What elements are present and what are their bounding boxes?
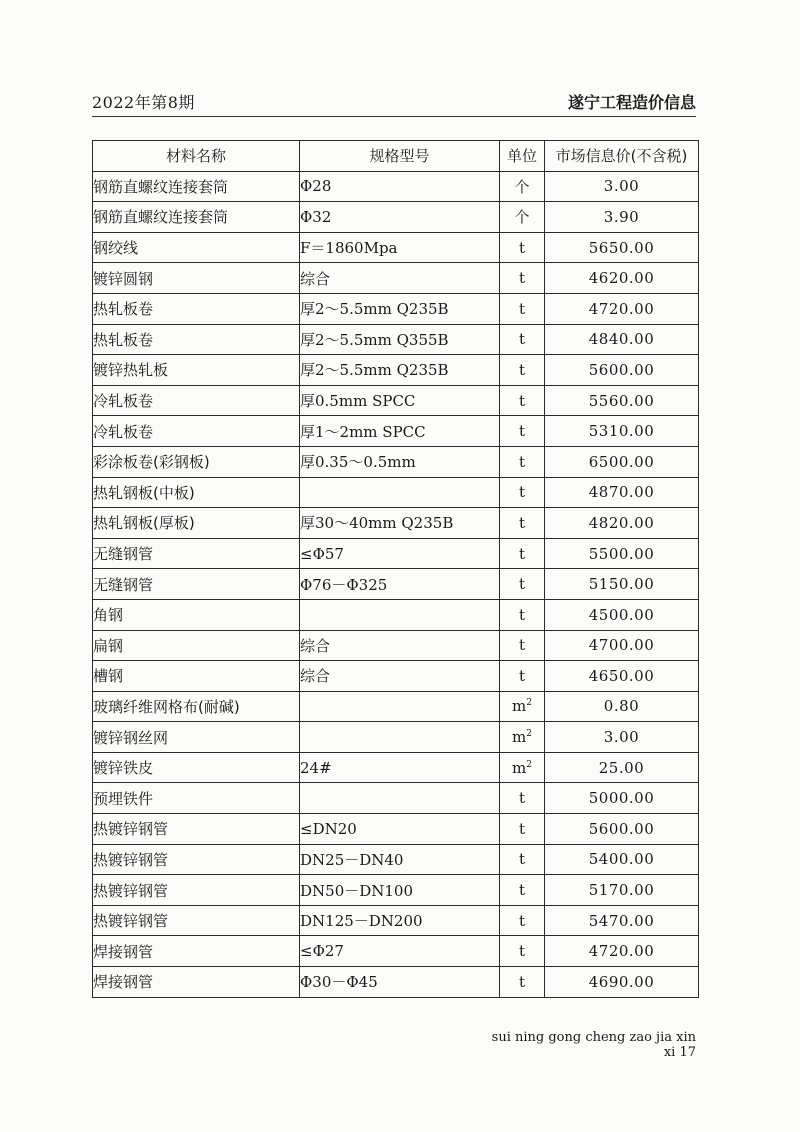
material-name-cell: 钢筋直螺纹连接套筒 <box>93 171 300 202</box>
price-cell: 5560.00 <box>545 385 699 416</box>
page-header <box>92 86 696 114</box>
unit-cell <box>500 508 545 539</box>
table-row <box>93 385 699 416</box>
unit-cell <box>500 385 545 416</box>
table-row <box>93 202 699 233</box>
unit-symbol: t <box>518 299 526 318</box>
table-row <box>93 691 699 722</box>
table-row <box>93 416 699 447</box>
spec-cell: DN50－DN100 <box>300 875 500 906</box>
table-row <box>93 661 699 692</box>
unit-cell <box>500 905 545 936</box>
table-row <box>93 630 699 661</box>
unit-symbol: t <box>518 269 526 288</box>
spec-cell <box>300 477 500 508</box>
material-name-cell: 彩涂板卷(彩钢板) <box>93 446 300 477</box>
spec-cell: 厚2～5.5mm Q235B <box>300 293 500 324</box>
material-name-cell: 镀锌钢丝网 <box>93 722 300 753</box>
spec-cell: 综合 <box>300 630 500 661</box>
unit-symbol: t <box>518 544 526 563</box>
unit-cell <box>500 630 545 661</box>
unit-cell <box>500 232 545 263</box>
unit-cell <box>500 416 545 447</box>
table-row <box>93 967 699 998</box>
spec-cell: ≤Φ27 <box>300 936 500 967</box>
table-row <box>93 783 699 814</box>
price-cell: 6500.00 <box>545 446 699 477</box>
unit-symbol: t <box>518 605 526 624</box>
price-cell: 4720.00 <box>545 936 699 967</box>
price-cell: 5000.00 <box>545 783 699 814</box>
unit-cell <box>500 599 545 630</box>
unit-symbol: t <box>518 483 526 502</box>
price-cell: 4650.00 <box>545 661 699 692</box>
material-name-cell: 玻璃纤维网格布(耐碱) <box>93 691 300 722</box>
price-cell: 4720.00 <box>545 293 699 324</box>
price-cell: 5600.00 <box>545 355 699 386</box>
unit-symbol: t <box>518 666 526 685</box>
material-name-cell: 冷轧板卷 <box>93 385 300 416</box>
spec-cell: 综合 <box>300 661 500 692</box>
spec-cell: ≤Φ57 <box>300 538 500 569</box>
unit-exponent: 2 <box>526 698 532 709</box>
spec-cell: 24# <box>300 752 500 783</box>
unit-exponent: 2 <box>526 729 532 740</box>
table-row <box>93 508 699 539</box>
spec-cell: Φ76－Φ325 <box>300 569 500 600</box>
spec-cell: 厚0.35～0.5mm <box>300 446 500 477</box>
price-cell: 5170.00 <box>545 875 699 906</box>
material-name-cell: 热镀锌钢管 <box>93 875 300 906</box>
unit-cell <box>500 538 545 569</box>
unit-cell <box>500 446 545 477</box>
unit-cell <box>500 752 545 783</box>
spec-cell <box>300 599 500 630</box>
unit-cell <box>500 875 545 906</box>
spec-cell <box>300 722 500 753</box>
spec-cell: DN25－DN40 <box>300 844 500 875</box>
header-divider <box>92 116 696 117</box>
material-name-cell: 预埋铁件 <box>93 783 300 814</box>
price-table <box>92 140 699 998</box>
journal-title: 遂宁工程造价信息 <box>567 93 696 112</box>
material-name-cell: 热镀锌钢管 <box>93 814 300 845</box>
unit-cell <box>500 477 545 508</box>
material-name-cell: 镀锌热轧板 <box>93 355 300 386</box>
unit-symbol: t <box>518 360 526 379</box>
price-cell: 3.00 <box>545 722 699 753</box>
spec-cell <box>300 783 500 814</box>
unit-symbol: t <box>518 330 526 349</box>
table-row <box>93 875 699 906</box>
price-cell: 5400.00 <box>545 844 699 875</box>
column-header-name: 材料名称 <box>93 141 300 172</box>
price-cell: 5310.00 <box>545 416 699 447</box>
spec-cell: Φ28 <box>300 171 500 202</box>
table-body <box>93 171 699 997</box>
unit-symbol: m <box>512 758 527 777</box>
material-name-cell: 镀锌铁皮 <box>93 752 300 783</box>
table-row <box>93 232 699 263</box>
spec-cell: Φ32 <box>300 202 500 233</box>
material-name-cell: 焊接钢管 <box>93 936 300 967</box>
unit-symbol: t <box>518 575 526 594</box>
table-row <box>93 446 699 477</box>
unit-symbol: t <box>518 636 526 655</box>
price-cell: 5600.00 <box>545 814 699 845</box>
unit-cell <box>500 661 545 692</box>
table-row <box>93 293 699 324</box>
unit-symbol: t <box>518 789 526 808</box>
material-name-cell: 热轧板卷 <box>93 324 300 355</box>
unit-symbol: t <box>518 452 526 471</box>
unit-cell <box>500 171 545 202</box>
unit-cell <box>500 324 545 355</box>
material-name-cell: 无缝钢管 <box>93 538 300 569</box>
price-cell: 3.00 <box>545 171 699 202</box>
table-row <box>93 936 699 967</box>
price-cell: 5470.00 <box>545 905 699 936</box>
material-name-cell: 热轧钢板(厚板) <box>93 508 300 539</box>
price-cell: 4700.00 <box>545 630 699 661</box>
table-row <box>93 355 699 386</box>
price-cell: 5150.00 <box>545 569 699 600</box>
price-cell: 0.80 <box>545 691 699 722</box>
unit-symbol: t <box>518 911 526 930</box>
header-row <box>93 141 699 172</box>
unit-cell <box>500 936 545 967</box>
column-header-spec: 规格型号 <box>300 141 500 172</box>
table-row <box>93 814 699 845</box>
material-name-cell: 热轧板卷 <box>93 293 300 324</box>
unit-cell <box>500 814 545 845</box>
table-row <box>93 905 699 936</box>
unit-cell <box>500 844 545 875</box>
unit-symbol: t <box>518 391 526 410</box>
price-cell: 5650.00 <box>545 232 699 263</box>
table-row <box>93 263 699 294</box>
unit-symbol: t <box>518 819 526 838</box>
material-name-cell: 热镀锌钢管 <box>93 844 300 875</box>
price-cell: 4840.00 <box>545 324 699 355</box>
table-row <box>93 171 699 202</box>
material-name-cell: 热镀锌钢管 <box>93 905 300 936</box>
unit-cell <box>500 691 545 722</box>
material-name-cell: 钢绞线 <box>93 232 300 263</box>
material-name-cell: 扁钢 <box>93 630 300 661</box>
price-cell: 4690.00 <box>545 967 699 998</box>
issue-number: 2022年第8期 <box>92 93 195 112</box>
unit-symbol: 个 <box>514 177 530 196</box>
table-row <box>93 722 699 753</box>
unit-cell <box>500 263 545 294</box>
table-row <box>93 324 699 355</box>
table-row <box>93 477 699 508</box>
column-header-unit: 单位 <box>500 141 545 172</box>
price-cell: 25.00 <box>545 752 699 783</box>
unit-symbol: t <box>518 513 526 532</box>
material-name-cell: 无缝钢管 <box>93 569 300 600</box>
material-name-cell: 钢筋直螺纹连接套筒 <box>93 202 300 233</box>
price-cell: 4870.00 <box>545 477 699 508</box>
spec-cell: 综合 <box>300 263 500 294</box>
spec-cell: Φ30－Φ45 <box>300 967 500 998</box>
price-cell: 4820.00 <box>545 508 699 539</box>
spec-cell: F＝1860Mpa <box>300 232 500 263</box>
spec-cell: 厚2～5.5mm Q235B <box>300 355 500 386</box>
material-name-cell: 焊接钢管 <box>93 967 300 998</box>
unit-cell <box>500 293 545 324</box>
unit-cell <box>500 355 545 386</box>
material-name-cell: 角钢 <box>93 599 300 630</box>
spec-cell: ≤DN20 <box>300 814 500 845</box>
unit-symbol: t <box>518 422 526 441</box>
unit-exponent: 2 <box>526 759 532 770</box>
price-cell: 4620.00 <box>545 263 699 294</box>
unit-symbol: 个 <box>514 208 530 227</box>
material-name-cell: 镀锌圆钢 <box>93 263 300 294</box>
unit-cell <box>500 783 545 814</box>
unit-cell <box>500 722 545 753</box>
table-row <box>93 538 699 569</box>
page-footer: sui ning gong cheng zao jia xin xi 17 <box>491 1030 696 1060</box>
table-row <box>93 752 699 783</box>
material-name-cell: 热轧钢板(中板) <box>93 477 300 508</box>
spec-cell: 厚2～5.5mm Q355B <box>300 324 500 355</box>
spec-cell: 厚1～2mm SPCC <box>300 416 500 447</box>
unit-symbol: t <box>518 850 526 869</box>
material-name-cell: 槽钢 <box>93 661 300 692</box>
unit-cell <box>500 967 545 998</box>
unit-symbol: t <box>518 942 526 961</box>
unit-symbol: m <box>512 728 527 747</box>
table-row <box>93 599 699 630</box>
unit-symbol: t <box>518 972 526 991</box>
table-row <box>93 844 699 875</box>
spec-cell: DN125－DN200 <box>300 905 500 936</box>
unit-cell <box>500 202 545 233</box>
material-name-cell: 冷轧板卷 <box>93 416 300 447</box>
unit-symbol: m <box>512 697 527 716</box>
unit-symbol: t <box>518 238 526 257</box>
price-cell: 4500.00 <box>545 599 699 630</box>
spec-cell <box>300 691 500 722</box>
price-cell: 5500.00 <box>545 538 699 569</box>
table-header <box>93 141 699 172</box>
table-row <box>93 569 699 600</box>
spec-cell: 厚0.5mm SPCC <box>300 385 500 416</box>
spec-cell: 厚30～40mm Q235B <box>300 508 500 539</box>
price-cell: 3.90 <box>545 202 699 233</box>
unit-symbol: t <box>518 881 526 900</box>
unit-cell <box>500 569 545 600</box>
column-header-price: 市场信息价(不含税) <box>545 141 699 172</box>
